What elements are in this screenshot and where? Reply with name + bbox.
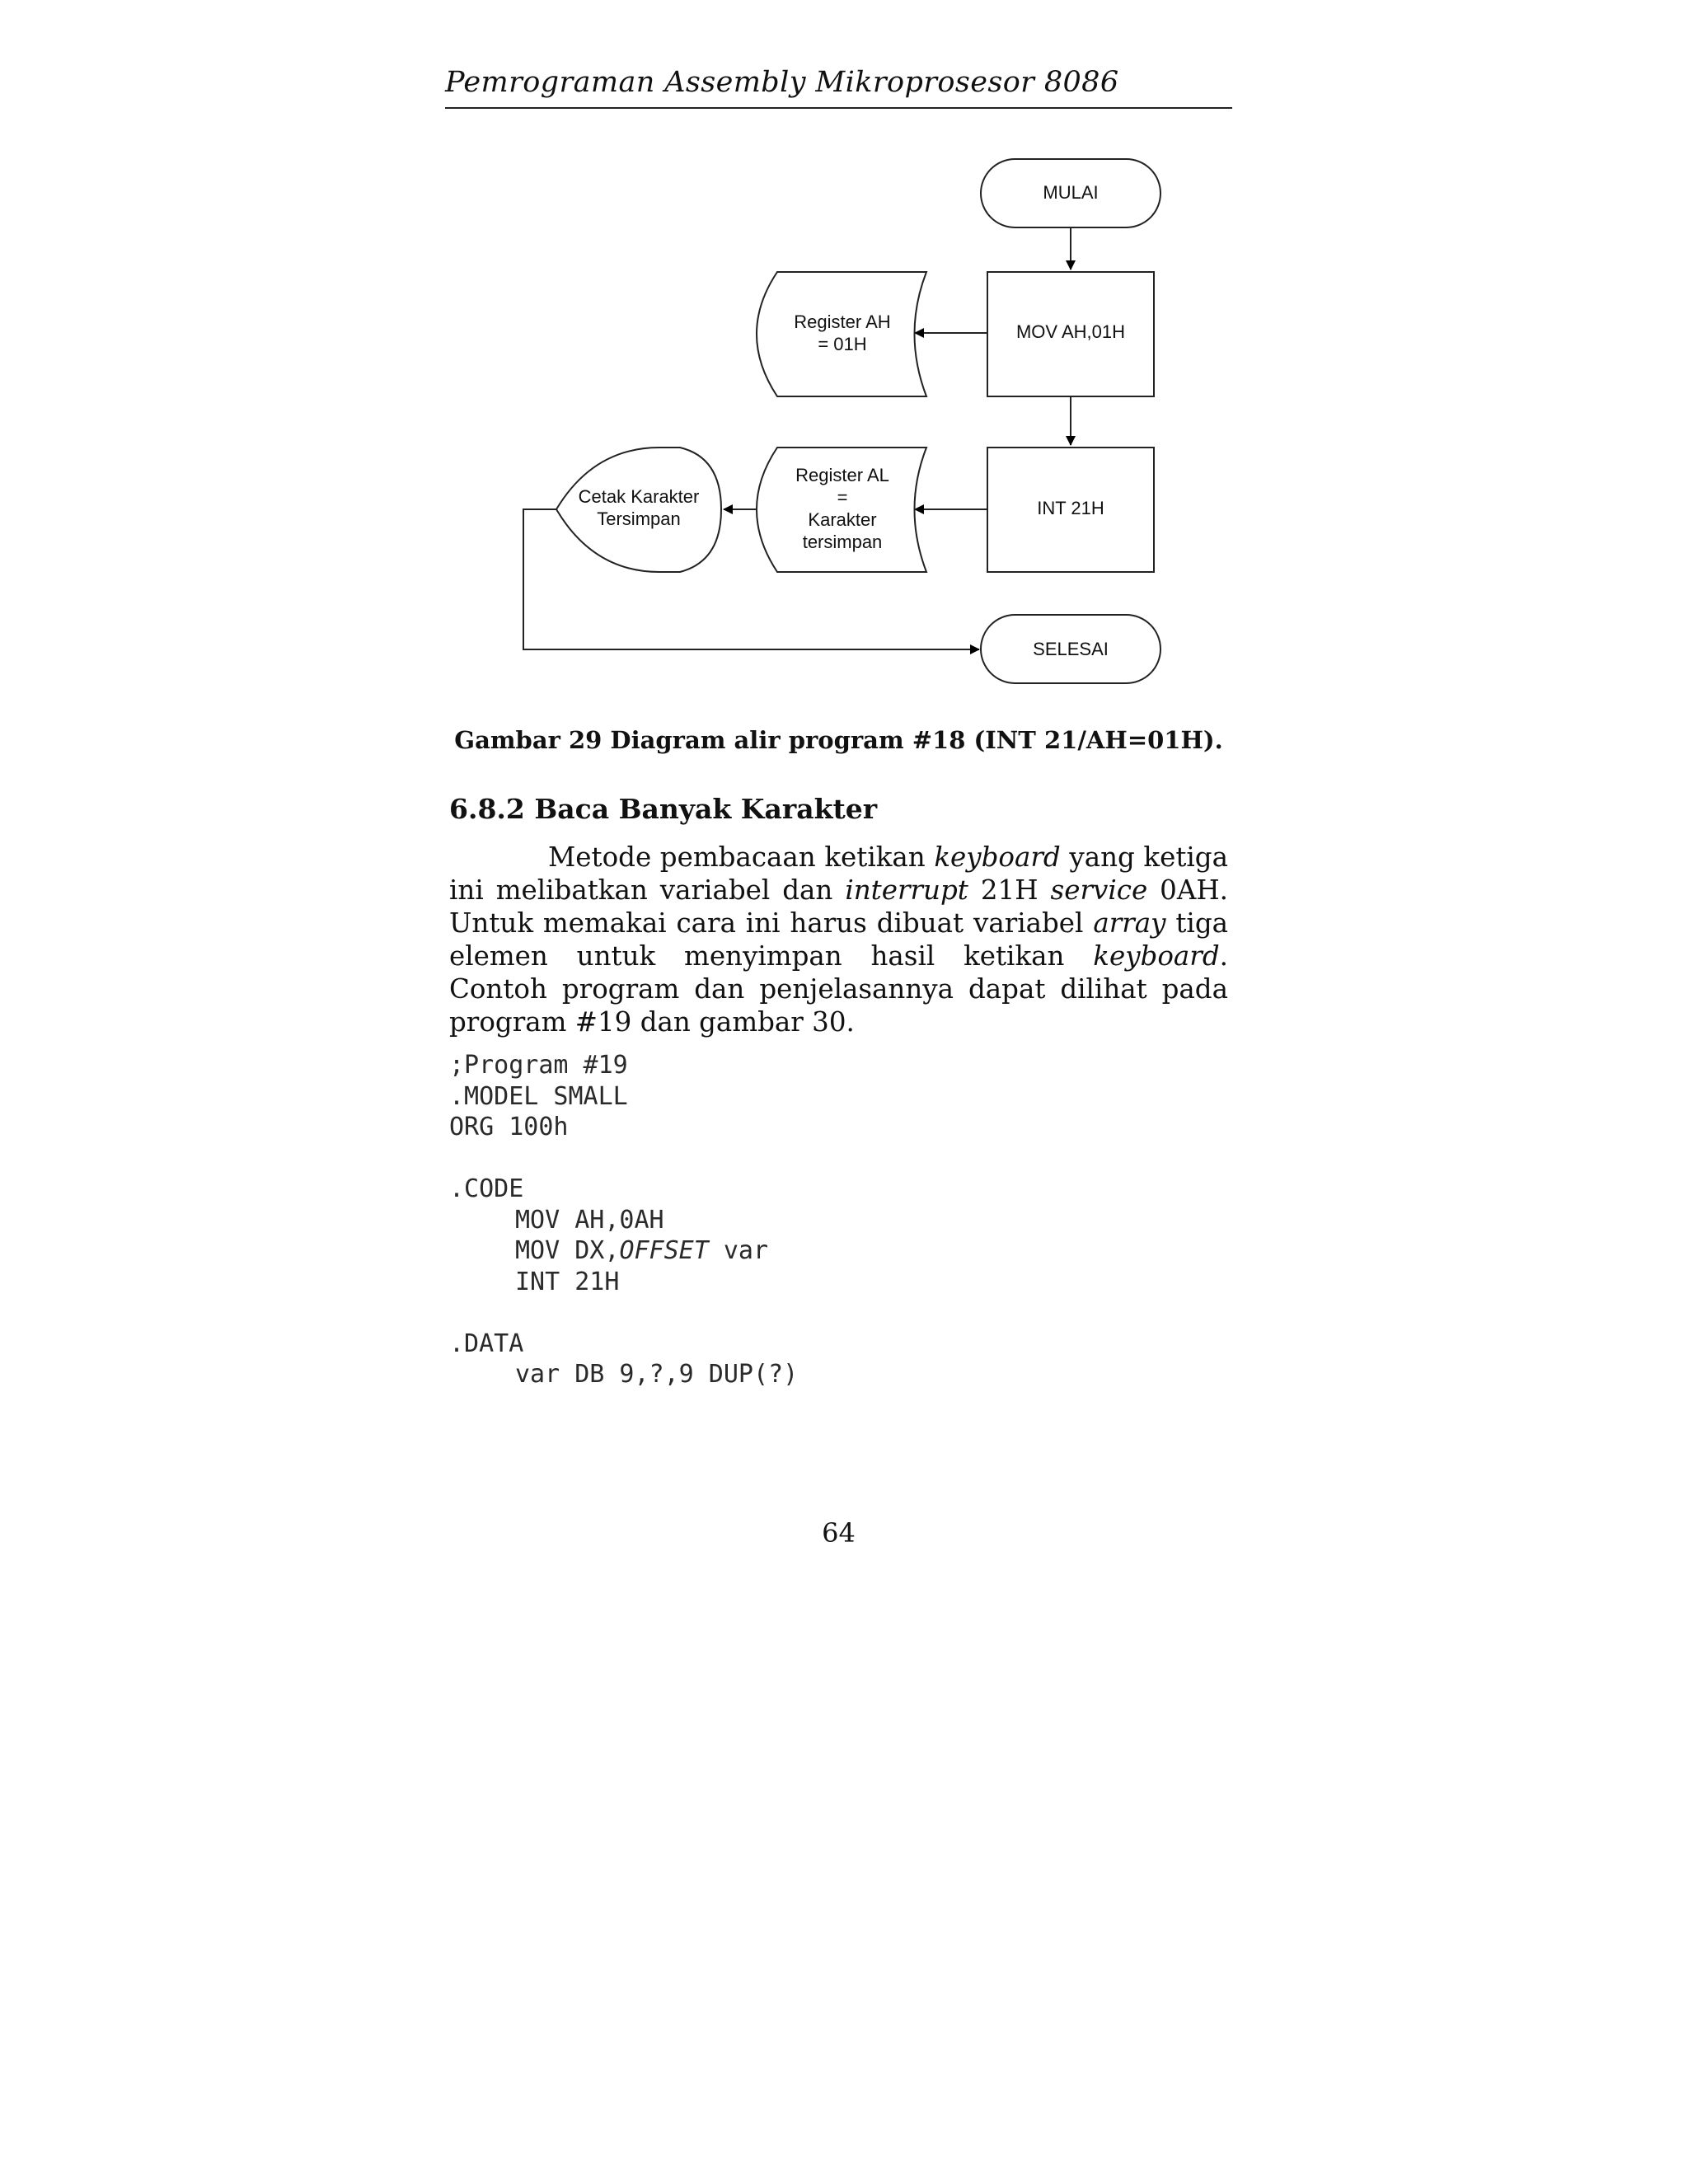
register-al-label-line3: Karakter: [808, 509, 877, 530]
mov-ah-process: [987, 272, 1154, 396]
register-ah-stored-data: [757, 272, 926, 396]
paragraph-italic-service: service: [1050, 874, 1148, 906]
code-line-7: INT 21H: [515, 1267, 620, 1296]
code-line-2: .MODEL SMALL: [449, 1081, 628, 1111]
page-number: 64: [822, 1517, 856, 1549]
mov-ah-label: MOV AH,01H: [1015, 321, 1126, 342]
code-blank-line-2: [449, 1297, 1191, 1329]
code-line-6-part-c: var: [708, 1236, 769, 1265]
paragraph-italic-keyboard-1: keyboard: [934, 841, 1061, 873]
paragraph-text-4: 0AH. Untuk memakai cara ini harus dibuat variabel: [449, 874, 1229, 939]
figure-caption: Gambar 29 Diagram alir program #18 (INT 21/AH=01H).: [454, 726, 1223, 754]
register-al-label-line2: =: [837, 487, 848, 508]
register-al-label-line4: tersimpan: [802, 532, 883, 552]
paragraph-italic-array: array: [1093, 907, 1166, 939]
paragraph-text-6: . Contoh program dan penjelasannya dapat dilihat pada program #19 dan gambar 30.: [449, 940, 1228, 1038]
display-output: [556, 448, 721, 572]
body-paragraph: [449, 841, 1228, 1038]
paragraph-text-1: Metode pembacaan ketikan: [548, 841, 935, 873]
code-line-4: .CODE: [449, 1174, 524, 1203]
register-ah-label-line2: = 01H: [818, 334, 867, 354]
start-label: MULAI: [1043, 182, 1099, 203]
code-listing: [449, 1050, 1191, 1390]
paragraph-text-3: 21H: [968, 874, 1051, 906]
display-label-line1: Cetak Karakter: [578, 486, 700, 507]
code-blank-line-1: [449, 1143, 1191, 1174]
int21-process: [987, 448, 1154, 572]
display-label-line2: Tersimpan: [597, 509, 681, 529]
code-line-8: .DATA: [449, 1329, 524, 1358]
paragraph-text-2: yang ketiga ini melibatkan variabel dan: [449, 841, 1228, 906]
flowchart-diagram: [0, 0, 1688, 725]
code-line-3: ORG 100h: [449, 1113, 569, 1141]
register-al-stored-data: [757, 448, 926, 572]
code-line-6: [449, 1235, 1191, 1267]
int21-label: INT 21H: [1037, 498, 1104, 518]
register-al-label-line1: Register AL: [795, 465, 889, 485]
code-line-9: var DB 9,?,9 DUP(?): [515, 1360, 799, 1389]
paragraph-italic-keyboard-2: keyboard: [1093, 940, 1220, 972]
register-ah-label-line1: Register AH: [794, 312, 891, 332]
paragraph-italic-interrupt: interrupt: [845, 874, 968, 906]
end-label: SELESAI: [1033, 639, 1109, 659]
code-line-6-part-a: MOV DX,: [515, 1236, 620, 1265]
end-terminator: [981, 615, 1160, 683]
code-line-6-offset-keyword: OFFSET: [619, 1236, 709, 1265]
code-line-1: ;Program #19: [449, 1051, 628, 1080]
paragraph-text-5: tiga elemen untuk menyimpan hasil ketikan: [449, 907, 1229, 972]
code-line-5: MOV AH,0AH: [515, 1205, 664, 1235]
running-title: Pemrograman Assembly Mikroprosesor 8086: [445, 66, 1119, 99]
section-heading: 6.8.2 Baca Banyak Karakter: [449, 793, 878, 825]
start-terminator: [981, 159, 1160, 227]
